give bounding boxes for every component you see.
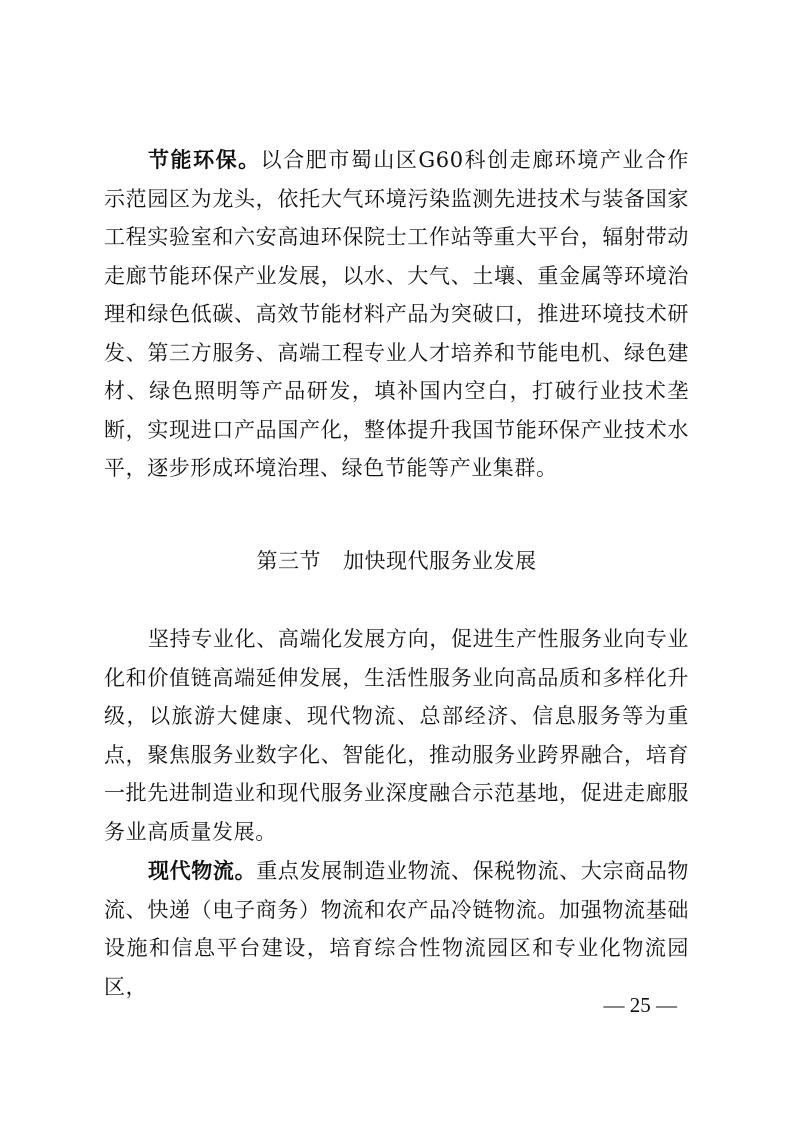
section-number: 第三节 <box>256 549 321 573</box>
paragraph-lead-energy-saving: 节能环保。 <box>148 148 261 172</box>
section-heading <box>104 542 689 580</box>
page-number: — 25 — <box>603 993 677 1017</box>
paragraph-body-energy-saving: 以合肥市蜀山区G60科创走廊环境产业合作示范园区为龙头，依托大气环境污染监测先进技术与装备国家工程实验室和六安高迪环保院士工作站等重大平台，辐射带动走廊节能环保产业发展，以水、大气、土壤、重金属等环境治理和绿色低碳、高效节能材料产品为突破口，推进环境技术研发、第三方服务、高端工程专业人才培养和节能电机、绿色建材、绿色照明等产品研发，填补国内空白，打破行业技术垄断，实现进口产品国产化，整体提升我国节能环保产业技术水平，逐步形成环境治理、绿色节能等产业集群。 <box>104 148 690 480</box>
paragraph-body-section-intro: 坚持专业化、高端化发展方向，促进生产性服务业向专业化和价值链高端延伸发展，生活性服务业向高品质和多样化升级，以旅游大健康、现代物流、总部经济、信息服务等为重点，聚焦服务业数字化、智能化，推动服务业跨界融合，培育一批先进制造业和现代服务业深度融合示范基地，促进走廊服务业高质量发展。 <box>104 627 689 844</box>
paragraph-lead-modern-logistics: 现代物流。 <box>148 859 257 883</box>
paragraph-modern-logistics <box>104 852 689 1006</box>
paragraph-body-modern-logistics: 重点发展制造业物流、保税物流、大宗商品物流、快递（电子商务）物流和农产品冷链物流。加强物流基础设施和信息平台建设，培育综合性物流园区和专业化物流园区， <box>104 859 690 999</box>
paragraph-section-intro <box>104 620 689 851</box>
section-title: 加快现代服务业发展 <box>343 549 537 573</box>
paragraph-energy-saving <box>104 141 689 488</box>
